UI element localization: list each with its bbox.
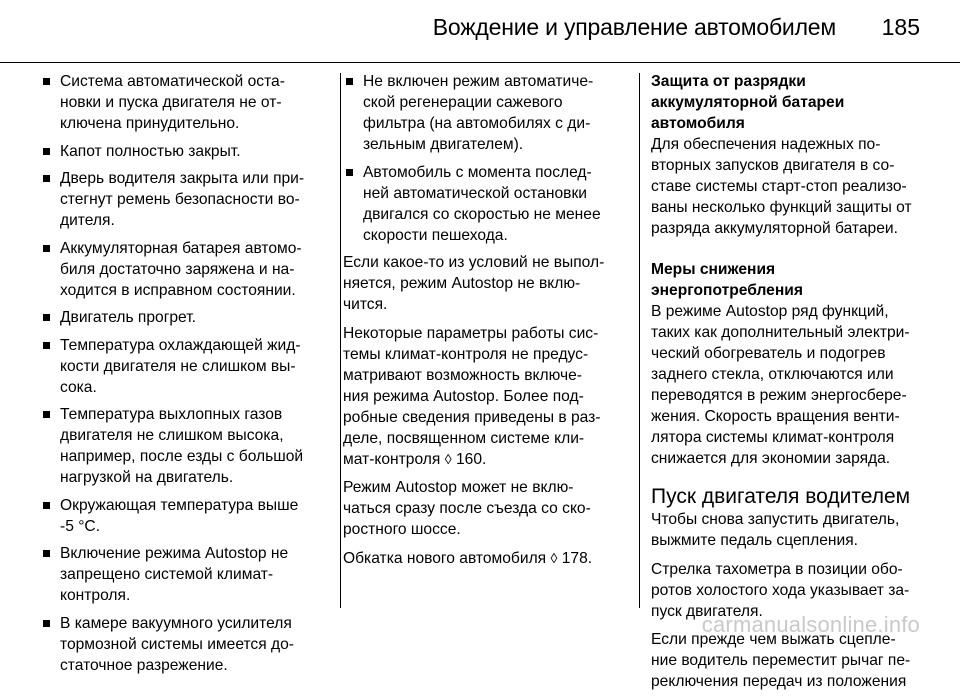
bullet-square-icon xyxy=(43,550,50,557)
line: стегнут ремень безопасности во- xyxy=(60,191,300,208)
line: Если прежде чем выжать сцепле- xyxy=(651,631,896,648)
line: ской регенерации сажевого xyxy=(363,94,563,111)
line: Обкатка нового автомобиля xyxy=(343,549,547,567)
page-number: 185 xyxy=(881,14,920,40)
line: Включение режима Autostop не xyxy=(60,545,289,562)
paragraph-highway xyxy=(343,477,633,540)
line: заднего стекла, отключаются или xyxy=(651,365,894,383)
line: сока. xyxy=(60,378,97,396)
line: жения. Скорость вращения венти- xyxy=(651,407,900,425)
line: Стрелка тахометра в позиции обо- xyxy=(651,560,903,578)
line: В режиме Autostop ряд функций, xyxy=(651,302,889,320)
line: Для обеспечения надежных по- xyxy=(651,136,881,153)
line: нагрузкой на двигатель. xyxy=(60,469,234,486)
line: В камере вакуумного усилителя xyxy=(60,614,292,632)
page-ref-arrow-icon: ◊ xyxy=(550,549,558,566)
heading-driver-start: Пуск двигателя водителем xyxy=(651,485,911,508)
line: двигателя не слишком высока, xyxy=(60,427,284,444)
line: ней автоматической остановки xyxy=(363,184,587,202)
line: биля достаточно заряжена и на- xyxy=(60,260,295,278)
page-ref-link[interactable]: 178. xyxy=(561,549,593,567)
paragraph-conditions-not-met xyxy=(343,252,633,315)
line: Если какое-то из условий не выпол- xyxy=(343,254,605,271)
line: Меры снижения xyxy=(651,260,776,278)
line: ходится в исправном состоянии. xyxy=(60,281,296,299)
bullet-square-icon xyxy=(43,411,50,418)
line: реключения передач из положения xyxy=(651,673,907,690)
line: Температура выхлопных газов xyxy=(60,406,283,423)
paragraph-climate-control xyxy=(343,323,633,470)
bullet-square-icon xyxy=(43,175,50,182)
bullet-square-icon xyxy=(346,169,353,176)
line: Защита от разрядки xyxy=(651,73,806,90)
autostop-conditions-list xyxy=(40,71,328,676)
column-3 xyxy=(651,71,935,700)
bullet-square-icon xyxy=(43,78,50,85)
paragraph-driver-start-3 xyxy=(651,629,935,692)
line: чаться сразу после съезда со ско- xyxy=(343,500,591,517)
line: лятора системы климат-контроля xyxy=(651,428,895,446)
line: Автомобиль с момента послед- xyxy=(363,163,592,181)
line: выжмите педаль сцепления. xyxy=(651,532,858,549)
line: аккумуляторной батареи xyxy=(651,94,845,111)
line: Двигатель прогрет. xyxy=(60,309,196,326)
bullet-square-icon xyxy=(346,78,353,85)
line: Капот полностью закрыт. xyxy=(60,142,241,160)
paragraph-break-in xyxy=(343,548,633,569)
list-item xyxy=(40,613,328,676)
column-2 xyxy=(343,71,633,576)
list-item xyxy=(40,238,328,301)
list-item xyxy=(40,543,328,606)
line: ростного шоссе. xyxy=(343,521,461,538)
column-1 xyxy=(40,71,328,682)
line: ротов холостого хода указывает за- xyxy=(651,581,910,599)
line: пуск двигателя. xyxy=(651,602,763,620)
line: например, после езды с большой xyxy=(60,448,304,465)
line: ние водитель переместит рычаг пе- xyxy=(651,652,911,669)
line: скорости пешехода. xyxy=(363,226,508,244)
line: кости двигателя не слишком вы- xyxy=(60,357,296,375)
line: ния режима Autostop. Более под- xyxy=(343,387,584,405)
heading-energy-saving xyxy=(651,259,935,301)
line: Аккумуляторная батарея автомо- xyxy=(60,239,302,257)
line: чится. xyxy=(343,296,388,313)
page-header xyxy=(0,0,960,62)
line: тормозной системы имеется до- xyxy=(60,635,294,653)
line: Окружающая температура выше xyxy=(60,496,299,514)
list-item xyxy=(40,307,328,328)
line: -5 °C. xyxy=(60,517,101,535)
paragraph-driver-start-1 xyxy=(651,509,935,551)
autostop-conditions-list-cont xyxy=(343,71,633,246)
line: робные сведения приведены в раз- xyxy=(343,408,601,426)
line: энергопотребления xyxy=(651,281,803,299)
spacer xyxy=(651,476,935,485)
line: разряда аккумуляторной батареи. xyxy=(651,220,898,237)
column-divider-2 xyxy=(639,73,640,608)
paragraph-energy-saving xyxy=(651,301,935,469)
line: двигался со скоростью не менее xyxy=(363,205,601,223)
line: матривают возможность включе- xyxy=(343,366,582,384)
line: автомобиля xyxy=(651,115,745,132)
line: запрещено системой климат- xyxy=(60,566,274,583)
list-item xyxy=(40,71,328,134)
list-item xyxy=(40,495,328,537)
line: вторных запусков двигателя в со- xyxy=(651,157,895,174)
line: ваны несколько функций защиты от xyxy=(651,199,912,216)
line: ключена принудительно. xyxy=(60,115,240,132)
line: дителя. xyxy=(60,212,115,229)
line: Система автоматической оста- xyxy=(60,73,285,90)
list-item xyxy=(40,141,328,162)
line: ставе системы старт-стоп реализо- xyxy=(651,178,907,195)
header-divider xyxy=(0,62,960,63)
line: фильтра (на автомобилях с ди- xyxy=(363,115,591,132)
page-title: Вождение и управление автомобилем xyxy=(432,14,836,40)
line: темы климат-контроля не предус- xyxy=(343,345,589,363)
line: контроля. xyxy=(60,587,131,604)
bullet-square-icon xyxy=(43,342,50,349)
page-ref-link[interactable]: 160. xyxy=(455,450,487,468)
line: Температура охлаждающей жид- xyxy=(60,336,301,354)
spacer xyxy=(651,247,935,259)
heading-battery-protection xyxy=(651,71,935,134)
column-divider-1 xyxy=(340,73,341,608)
line: новки и пуска двигателя не от- xyxy=(60,94,282,111)
list-item xyxy=(40,404,328,488)
line: Режим Autostop может не вклю- xyxy=(343,479,574,496)
line: мат-контроля xyxy=(343,450,441,468)
list-item xyxy=(343,71,633,155)
line: статочное разрежение. xyxy=(60,656,228,674)
line: переводятся в режим энергосбере- xyxy=(651,386,907,404)
paragraph-battery-protection xyxy=(651,134,935,239)
line: Некоторые параметры работы сис- xyxy=(343,324,599,342)
watermark: carmanualsonline.info xyxy=(701,612,920,637)
list-item xyxy=(40,335,328,398)
line: таких как дополнительный электри- xyxy=(651,323,910,341)
line: Чтобы снова запустить двигатель, xyxy=(651,511,900,528)
page-ref-arrow-icon: ◊ xyxy=(444,450,452,467)
bullet-square-icon xyxy=(43,620,50,627)
list-item xyxy=(40,168,328,231)
line: няется, режим Autostop не вклю- xyxy=(343,275,581,292)
line: ческий обогреватель и подогрев xyxy=(651,344,886,362)
line: Не включен режим автоматиче- xyxy=(363,73,594,90)
line: зельным двигателем). xyxy=(363,136,524,153)
bullet-square-icon xyxy=(43,502,50,509)
line: снижается для экономии заряда. xyxy=(651,449,891,467)
bullet-square-icon xyxy=(43,245,50,252)
list-item xyxy=(343,162,633,246)
bullet-square-icon xyxy=(43,314,50,321)
line: деле, посвященном системе кли- xyxy=(343,429,585,447)
line: Дверь водителя закрыта или при- xyxy=(60,170,305,187)
bullet-square-icon xyxy=(43,148,50,155)
